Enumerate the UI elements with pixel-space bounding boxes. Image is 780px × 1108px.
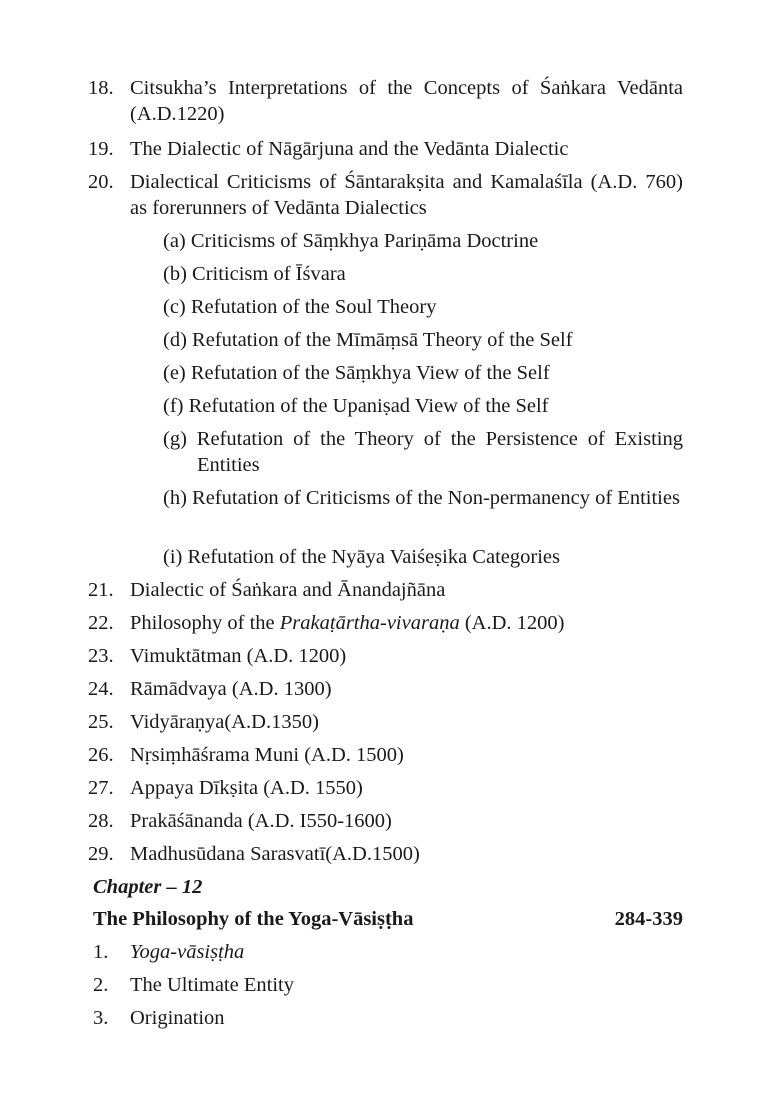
toc-entry: 20. Dialectical Criticisms of Śāntarakṣita and Kamalaśīla (A.D. 760) as forerunners of Vedānta Dialectics bbox=[88, 171, 683, 219]
toc-entry: 21. Dialectic of Śaṅkara and Ānandajñāna bbox=[88, 579, 446, 601]
toc-entry: 23. Vimuktātman (A.D. 1200) bbox=[88, 645, 347, 667]
toc-subentry: (b) Criticism of Īśvara bbox=[163, 263, 346, 285]
toc-subentry: (e) Refutation of the Sāṃkhya View of the Self bbox=[163, 362, 550, 384]
toc-entry: 27. Appaya Dīkṣita (A.D. 1550) bbox=[88, 777, 363, 799]
toc-entry: 26. Nṛsiṃhāśrama Muni (A.D. 1500) bbox=[88, 744, 404, 766]
toc-subentry: (d) Refutation of the Mīmāṃsā Theory of the Self bbox=[163, 329, 573, 351]
chapter-item: 3. Origination bbox=[93, 1007, 225, 1029]
toc-subentry: (f) Refutation of the Upaniṣad View of the Self bbox=[163, 395, 549, 417]
chapter-item: 1. Yoga-vāsiṣṭha bbox=[93, 941, 245, 963]
chapter-item: 2. The Ultimate Entity bbox=[93, 974, 294, 996]
chapter-pages: 284-339 bbox=[614, 908, 683, 930]
toc-subentry: (i) Refutation of the Nyāya Vaiśeṣika Categories bbox=[163, 546, 560, 568]
toc-subentry: (h) Refutation of Criticisms of the Non-permanency of Entities bbox=[163, 487, 680, 509]
toc-entry: 18. Citsukha’s Interpretations of the Concepts of Śaṅkara Vedānta (A.D.1220) bbox=[88, 77, 683, 125]
chapter-label: Chapter – 12 bbox=[93, 876, 203, 898]
toc-entry: 19. The Dialectic of Nāgārjuna and the Vedānta Dialectic bbox=[88, 138, 569, 160]
toc-entry: 25. Vidyāraṇya(A.D.1350) bbox=[88, 711, 319, 733]
toc-subentry: (g) Refutation of the Theory of the Persistence of Existing Entities bbox=[163, 428, 683, 476]
toc-subentry: (a) Criticisms of Sāṃkhya Pariṇāma Doctrine bbox=[163, 230, 539, 252]
toc-entry: 29. Madhusūdana Sarasvatī(A.D.1500) bbox=[88, 843, 420, 865]
chapter-title: The Philosophy of the Yoga-Vāsiṣṭha bbox=[93, 908, 414, 930]
chapter-title-row bbox=[93, 906, 683, 932]
toc-entry: 28. Prakāśānanda (A.D. I550-1600) bbox=[88, 810, 392, 832]
toc-entry: 24. Rāmādvaya (A.D. 1300) bbox=[88, 678, 332, 700]
toc-entry: 22. Philosophy of the Prakaṭārtha-vivaraṇa (A.D. 1200) bbox=[88, 612, 565, 634]
toc-subentry: (c) Refutation of the Soul Theory bbox=[163, 296, 437, 318]
